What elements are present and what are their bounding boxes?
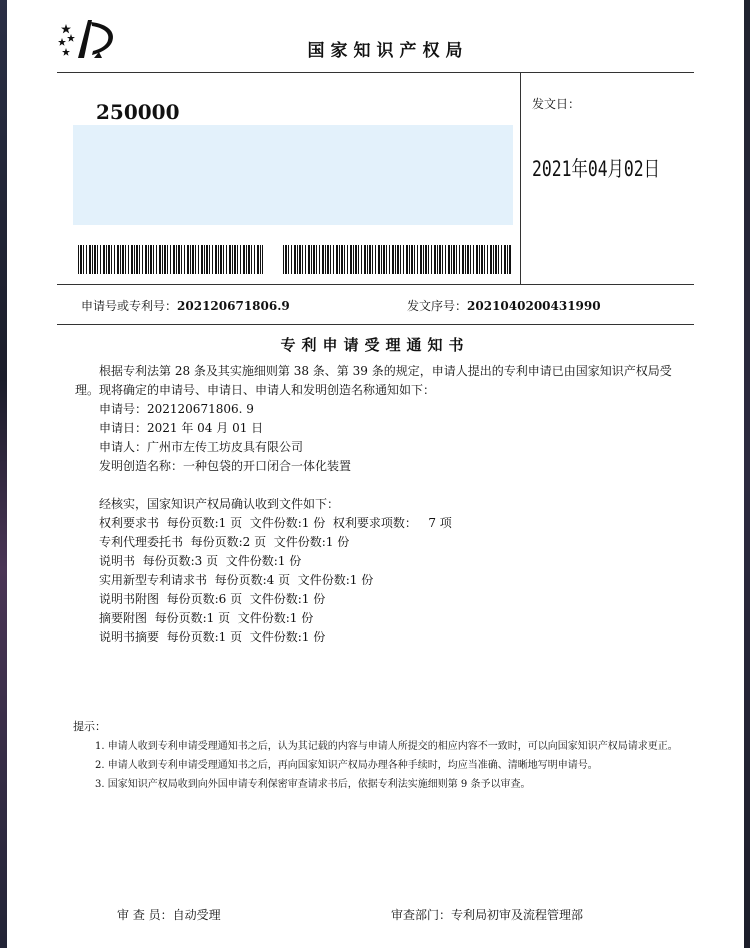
- notice-title: 专利申请受理通知书: [280, 336, 470, 354]
- barcode-right: [283, 245, 512, 274]
- issue-date-label: 发文日：: [532, 97, 581, 111]
- notice-intro: 根据专利法第 28 条及其实施细则第 38 条、第 39 条的规定，申请人提出的专利申请已由国家知识产权局受理。现将确定的申请号、申请日、申请人和发明创造名称通知如下：: [75, 364, 672, 397]
- examiner: [117, 906, 221, 923]
- issue-date-value: 2021年04月02日: [532, 157, 661, 181]
- numbers-top-rule: [57, 284, 694, 285]
- numbers-bottom-rule: [57, 324, 694, 325]
- application-number: 202120671806.9: [177, 299, 290, 313]
- header-rule: [57, 72, 694, 73]
- received-intro: 经核实，国家知识产权局确认收到文件如下：: [99, 497, 340, 511]
- serial-number-row: [407, 297, 601, 314]
- postal-code: 250000: [96, 100, 180, 124]
- field-applicant: 申请人：广州市左传工坊皮具有限公司: [99, 440, 304, 454]
- department-value: 专利局初审及流程管理部: [451, 908, 584, 922]
- tip-item: 1. 申请人收到专利申请受理通知书之后，认为其记载的内容与申请人所提交的相应内容不一致时，可以向国家知识产权局请求更正。: [95, 741, 678, 752]
- document-item: 实用新型专利请求书 每份页数:4 页 文件份数:1 份: [99, 573, 374, 587]
- document-item: 说明书摘要 每份页数:1 页 文件份数:1 份: [99, 630, 326, 644]
- tip-item: 3. 国家知识产权局收到向外国申请专利保密审查请求书后，依据专利法实施细则第 9 条予以审查。: [95, 779, 531, 790]
- field-invention-title: 发明创造名称：一种包袋的开口闭合一体化装置: [99, 459, 352, 473]
- issue-date-divider: [520, 72, 521, 284]
- field-filing-date: 申请日：2021 年 04 月 01 日: [99, 421, 264, 435]
- department-label: 审查部门：: [391, 908, 452, 922]
- tips-heading: 提示：: [73, 720, 106, 733]
- office-name: 国家知识产权局: [307, 41, 469, 61]
- document-item: 专利代理委托书 每份页数:2 页 文件份数:1 份: [99, 535, 350, 549]
- document-item: 权利要求书 每份页数:1 页 文件份数:1 份 权利要求项数： 7 项: [99, 516, 452, 530]
- document-item: 说明书附图 每份页数:6 页 文件份数:1 份: [99, 592, 326, 606]
- examiner-value: 自动受理: [172, 908, 221, 922]
- right-photo-edge: [744, 0, 750, 948]
- address-block: [73, 125, 513, 225]
- barcode-left: [78, 245, 263, 274]
- document-item: 摘要附图 每份页数:1 页 文件份数:1 份: [99, 611, 314, 625]
- tip-item: 2. 申请人收到专利申请受理通知书之后，再向国家知识产权局办理各种手续时，均应当准确、清晰地写明申请号。: [95, 760, 598, 771]
- serial-number: 2021040200431990: [467, 299, 601, 313]
- tips-list: [73, 737, 698, 794]
- application-number-label: 申请号或专利号：: [81, 299, 178, 313]
- notice-body: [75, 362, 695, 647]
- field-application-number: 申请号：202120671806. 9: [99, 402, 254, 416]
- document-item: 说明书 每份页数:3 页 文件份数:1 份: [99, 554, 302, 568]
- application-number-row: [81, 297, 290, 314]
- left-photo-edge: [0, 0, 7, 948]
- department: [391, 906, 583, 923]
- examiner-label: 审 查 员：: [117, 908, 173, 922]
- cnipa-logo-icon: [58, 18, 118, 60]
- serial-number-label: 发文序号：: [407, 299, 468, 313]
